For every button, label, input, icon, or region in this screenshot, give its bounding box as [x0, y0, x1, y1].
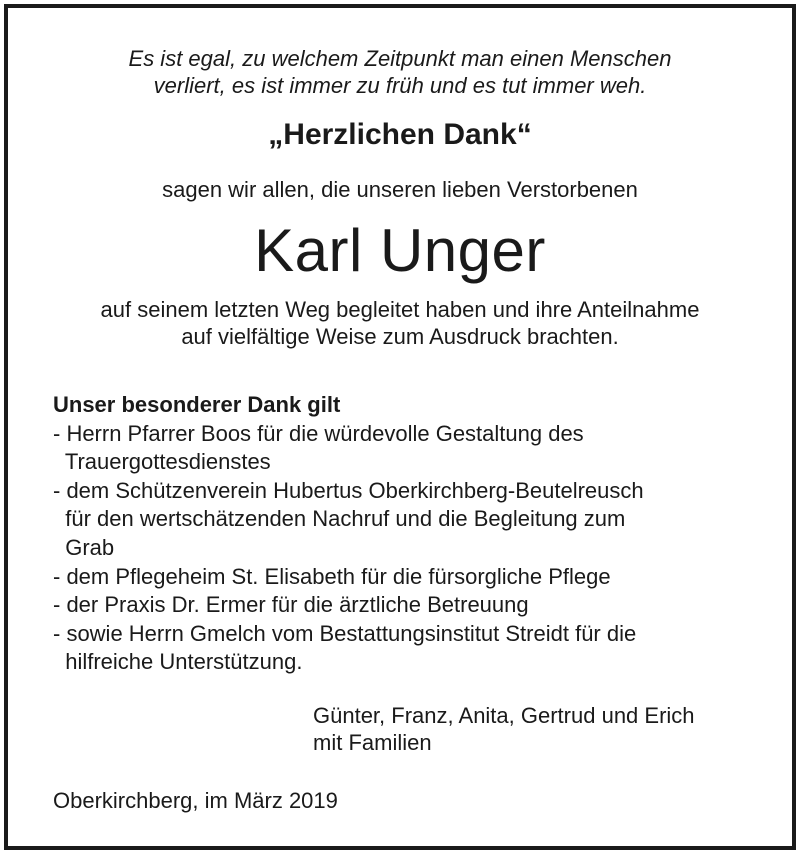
thanks-line: - dem Pflegeheim St. Elisabeth für die fürsorgliche Pflege	[53, 563, 611, 589]
quote-line-2: verliert, es ist immer zu früh und es tut immer weh.	[153, 73, 647, 98]
thanks-line: hilfreiche Unterstützung.	[53, 649, 303, 675]
thanks-line: Grab	[53, 534, 115, 560]
sympathy-line-2: auf vielfältige Weise zum Ausdruck brachten.	[181, 324, 619, 349]
signature-line-1: Günter, Franz, Anita, Gertrud und Erich	[313, 703, 695, 728]
sympathy-line-1: auf seinem letzten Weg begleitet haben und ihre Anteilnahme	[100, 297, 700, 322]
thanks-section	[53, 391, 644, 677]
thanks-line: Trauergottesdienstes	[53, 449, 271, 475]
thanks-line: - dem Schützenverein Hubertus Oberkirchberg-Beutelreusch	[53, 477, 644, 503]
intro-text: sagen wir allen, die unseren lieben Verstorbenen	[162, 177, 638, 202]
deceased-name: Karl Unger	[254, 217, 546, 284]
thanks-line: - sowie Herrn Gmelch vom Bestattungsinstitut Streidt für die	[53, 620, 637, 646]
thanks-line: - der Praxis Dr. Ermer für die ärztliche Betreuung	[53, 592, 529, 618]
thanks-line: für den wertschätzenden Nachruf und die Begleitung zum	[53, 506, 626, 532]
quote	[0, 45, 800, 99]
sympathy-text	[0, 296, 800, 350]
signature-line-2: mit Familien	[313, 730, 432, 755]
quote-line-1: Es ist egal, zu welchem Zeitpunkt man einen Menschen	[128, 46, 672, 71]
signature	[313, 702, 695, 756]
thanks-line: - Herrn Pfarrer Boos für die würdevolle Gestaltung des	[53, 420, 584, 446]
heading-thanks: „Herzlichen Dank“	[268, 118, 532, 151]
place-date: Oberkirchberg, im März 2019	[53, 788, 338, 813]
thanks-title: Unser besonderer Dank gilt	[53, 392, 341, 417]
